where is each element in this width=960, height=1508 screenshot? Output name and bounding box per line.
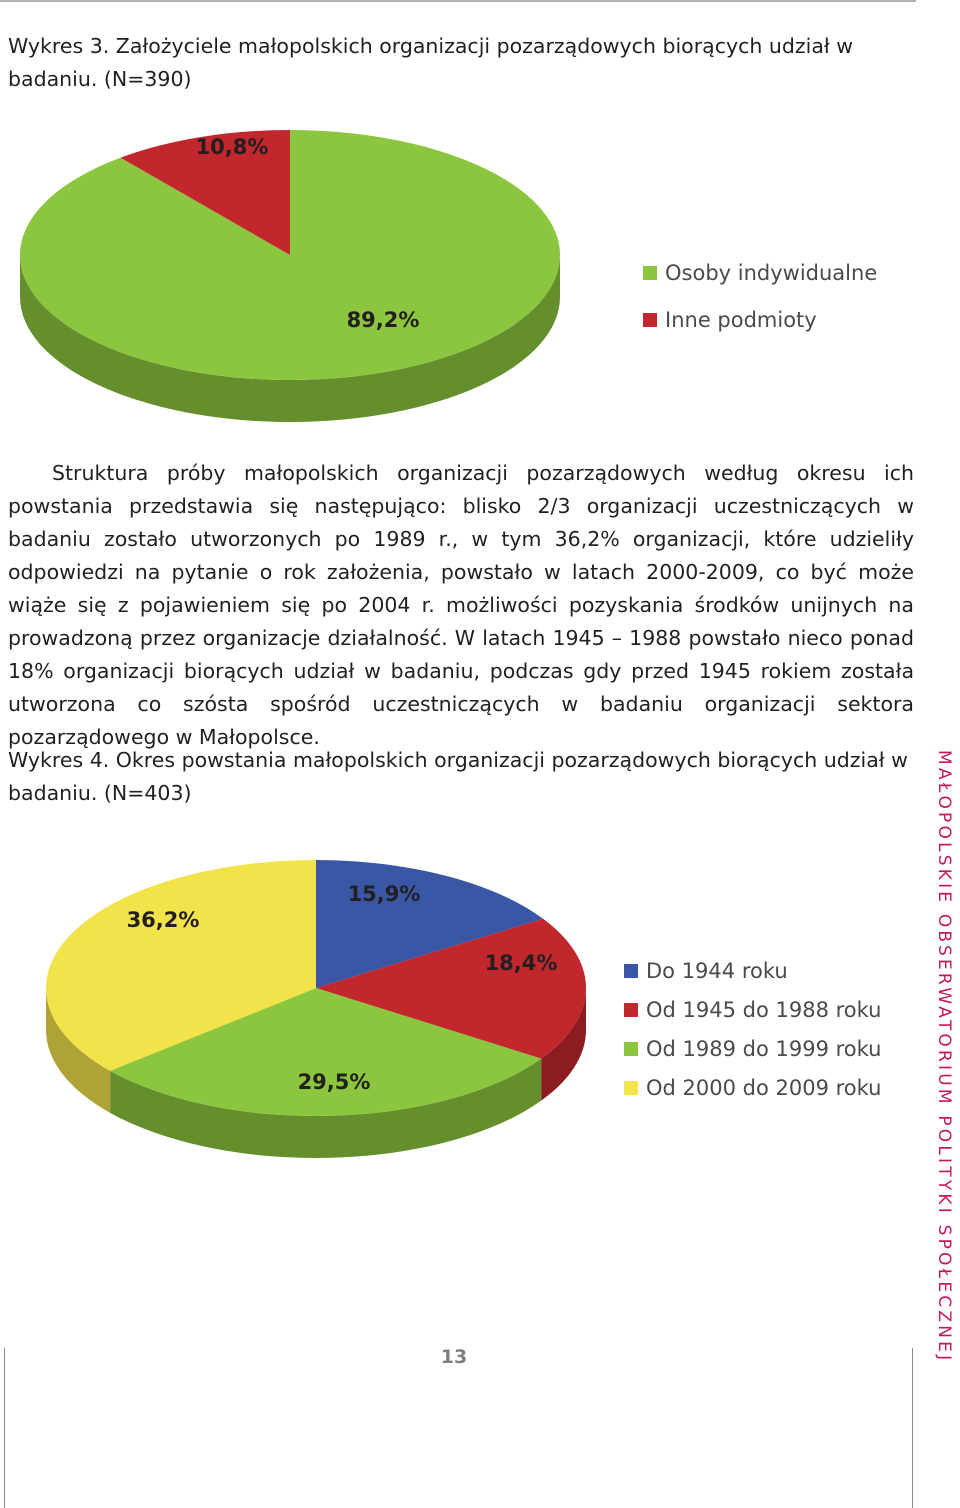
footer-divider-left xyxy=(4,1348,5,1508)
chart-1-caption: Wykres 3. Założyciele małopolskich organizacji pozarządowych biorących udział w badaniu. (N=390) xyxy=(8,34,854,91)
legend-swatch-od-1989-do-1999-roku xyxy=(624,1042,638,1056)
legend-label-od-1989-do-1999-roku: Od 1989 do 1999 roku xyxy=(646,1037,882,1061)
data-label-od-1989-do-1999-roku: 29,5% xyxy=(297,1070,371,1094)
body-paragraph: Struktura próby małopolskich organizacji pozarządowych według okresu ich powstania przedstawia się następująco: blisko 2/3 organizacji uczestniczących w badaniu zostało utworzonych po 1989 r., w tym 36,2% organizacji, które udzieliły odpowiedzi na pytanie o rok założenia, powstało w latach 2000-2009, co być może wiąże się z pojawieniem się po 2004 r. możliwości pozyskania środków unijnych na prowadzoną przez organizacje działalność. W latach 1945 – 1988 powstało nieco ponad 18% organizacji biorących udział w badaniu, podczas gdy przed 1945 rokiem została utworzona co szósta spośród uczestniczących w badaniu organizacji sektora pozarządowego w Małopolsce. xyxy=(8,461,914,749)
chart-2-caption: Wykres 4. Okres powstania małopolskich organizacji pozarządowych biorących udział w badaniu. (N=403) xyxy=(8,748,908,805)
legend-label-inne-podmioty: Inne podmioty xyxy=(665,308,817,332)
legend-swatch-inne-podmioty xyxy=(643,313,657,327)
legend-swatch-do-1944-roku xyxy=(624,964,638,978)
chart-1-founders-pie xyxy=(0,100,930,430)
top-rule xyxy=(0,0,916,2)
legend-swatch-osoby-indywidualne xyxy=(643,266,657,280)
page-number: 13 xyxy=(440,1346,468,1368)
legend-label-do-1944-roku: Do 1944 roku xyxy=(646,959,788,983)
data-label-osoby-indywidualne: 89,2% xyxy=(346,308,420,332)
chart-2-founding-period-pie xyxy=(0,840,930,1180)
legend-swatch-od-1945-do-1988-roku xyxy=(624,1003,638,1017)
legend-swatch-od-2000-do-2009-roku xyxy=(624,1081,638,1095)
data-label-od-2000-do-2009-roku: 36,2% xyxy=(126,908,200,932)
data-label-od-1945-do-1988-roku: 18,4% xyxy=(484,951,558,975)
side-label: MAŁOPOLSKIE OBSERWATORIUM POLITYKI SPOŁECZNEJ xyxy=(934,750,954,1364)
data-label-inne-podmioty: 10,8% xyxy=(195,135,269,159)
legend-label-od-2000-do-2009-roku: Od 2000 do 2009 roku xyxy=(646,1076,882,1100)
legend-label-osoby-indywidualne: Osoby indywidualne xyxy=(665,261,878,285)
data-label-do-1944-roku: 15,9% xyxy=(347,882,421,906)
legend-label-od-1945-do-1988-roku: Od 1945 do 1988 roku xyxy=(646,998,882,1022)
footer-divider-right xyxy=(912,1348,913,1508)
